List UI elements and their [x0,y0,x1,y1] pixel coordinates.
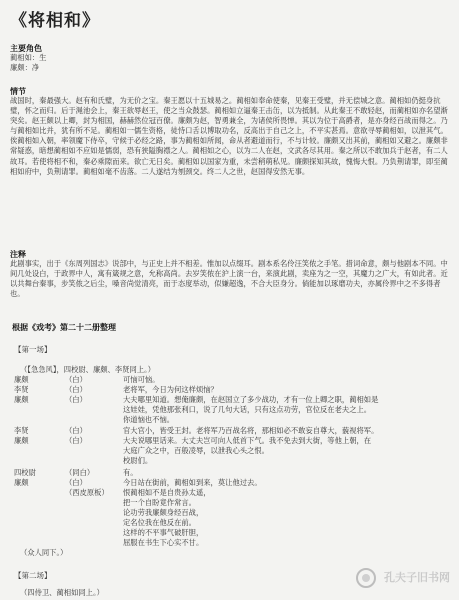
dialogue-role: 廉颇 [14,436,29,445]
dialogue-text: 官大官小，皆受王封。老将军乃百战名将，那相如必不敢妄自尊大，藐视将军。 [123,426,379,435]
dialogue-text: 今日站在街前，蔺相如到来，莫让他过去。 [123,478,262,487]
role-line-1: 蔺相如：生 [10,53,47,62]
dialogue-role: 李贤 [14,426,29,435]
dialogue-text: 大夫哪里知道。想俺廉颇，在赵国立了多少战功，才有一位上卿之职，蔺相如是 这娃娃，凭他那张利口，说了几句大话，只有这点功劳，官位反在老夫之上。 你道恼也不恼。 [123,395,379,424]
plot-paragraph: 战国时，秦最强大。赵有和氏璧，为无价之宝。秦王愿以十五城易之。蔺相如奉命使秦，见秦王受璧，并无偿城之意。蔺相如仍挺身抗璧，怀之而归。后于渑池会上，秦王欲辱赵王，使之当众鼓瑟。蔺相如立逼秦王击缶，以为抵制。从此秦王不敢轻赵，而蔺相如亦名望渐突矣。赵王颇以上卿，封为相国，赫赫然位冠百僚。廉颇为赵，智勇兼全，为诸侯所畏惮。其以为位于高爵者，是亦身经百战而得之。乃与蔺相如比并，犹有所不足。蔺相如一儒生资格，徒恃口舌以博取功名，反高出于自己之上，不平实甚焉。意欲寻辱蔺相如，以泄其气。俟蔺相如入朝，率领魔下侍卒，守候于必经之路，事为蔺相如所闻，命从者避道而行，不与计较。廉颇又出其前，蔺相如又避之。廉颇非常疑惑，暗想蔺相如不应如是懦弱，恐有狭隘胸襟之人。蔺相如之心，以为二人在赵，文武各尽其用。秦之所以不敢加兵于赵者，有二人故耳。若使将相不和，秦必乘隙而来。欲亡无日矣。蔺相如以国家为重，未尝稍萌私见。廉颇探知其故，愧悔大恨。乃负荆请罪，即至蔺相如府中，负荆请罪。蔺相如毫不齿落。二人遂结为刎颈交。终二人之世，赵国得安然无事。 [10,96,448,176]
dialogue-mode: （白） [65,385,87,394]
dialogue-mode: （西皮原板） [65,488,109,497]
scene-2-title: 【第二场】 [14,571,52,580]
dialogue-mode: （同白） [65,468,95,477]
dialogue-role: 四校尉 [14,468,36,477]
scene-2-direction: （四侍卫、蔺相如同上。） [20,588,104,597]
source-heading: 根据《戏考》第二十二册整理 [12,323,116,332]
scene-1-title: 【第一场】 [14,345,52,354]
notes-paragraph: 此剧事实，出于《东周列国志》说部中，与正史上并不相差。惟加以点缀耳。剧本系名伶汪笑侬之手笔。措词命意，颇与他剧本不同。中间几处设白，于政界中人，寓有箴规之意，允称高尚。去岁笑侬在沪上演一台，来演此剧，卖座为之一空，其魔力之广大，有如此者。近以共舞台秦事，步笑侬之后尘，嗓音尚觉清亮，而于态度举动，似嫌超逸，不合大臣身分。倘能加以琢磨功夫，亦属伶界中之不多得者也。 [10,259,448,299]
scene-1-exit: （众人同下。） [20,548,68,557]
dialogue-role: 廉颇 [14,395,29,404]
dialogue-mode: （白） [65,436,87,445]
dialogue-mode: （白） [65,478,87,487]
dialogue-text: 老将军，今日为何这样烦恼？ [123,385,218,394]
dialogue-text: 有。 [123,468,138,477]
dialogue-mode: （白） [65,375,87,384]
watermark-logo-icon [356,568,376,588]
page-title: 《将相和》 [10,11,100,31]
dialogue-text: 可恼可恼。 [123,375,160,384]
dialogue-text: 恨蔺相如不是自贵孙太遥， 把一个自盼竟作常言。 论功劳我廉颇身经百战， 定名位我在他反在前。 这样的不平事气破肝胆， 屈服在书生下心实不甘。 [123,488,211,547]
roles-heading: 主要角色 [10,44,42,53]
dialogue-role: 李贤 [14,385,29,394]
plot-heading: 情节 [10,87,26,96]
dialogue-mode: （白） [65,395,87,404]
dialogue-role: 廉颇 [14,478,29,487]
role-line-2: 廉颇：净 [10,63,40,72]
watermark [356,568,450,588]
dialogue-text: 大夫说哪里话来。大丈夫岂可向人低首下气。我不免去到大街，等他上朝，在 大庭广众之中，百般凌辱，以泄我心头之恨。 校尉们。 [123,436,372,465]
dialogue-role: 廉颇 [14,375,29,384]
scene-1-direction: （【急急风】，四校尉、廉颇、李贤同上。） [20,365,155,374]
watermark-text: 孔夫子旧书网 [384,571,450,584]
dialogue-mode: （白） [65,426,87,435]
notes-heading: 注释 [10,250,26,259]
